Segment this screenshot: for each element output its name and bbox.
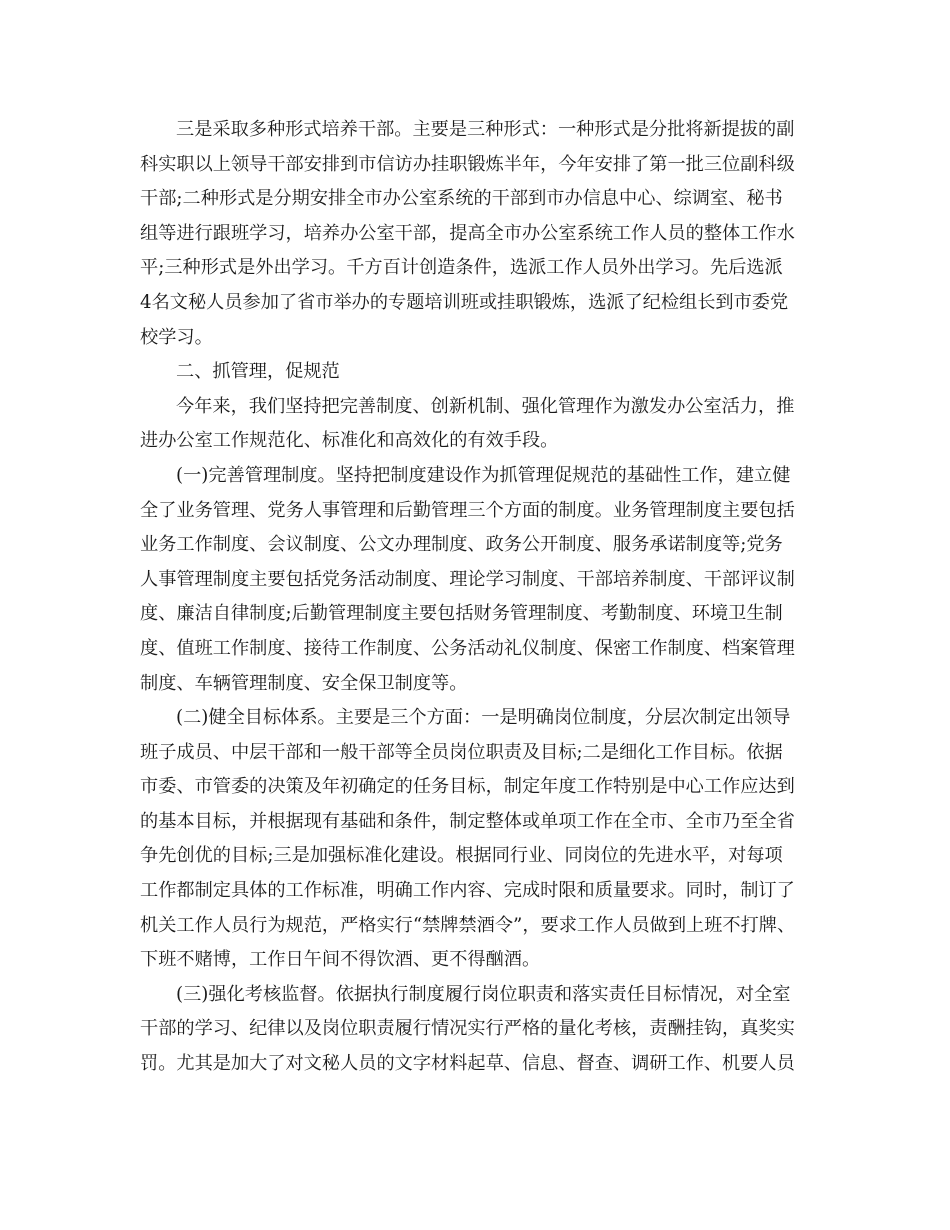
text-line: 干部的学习、纪律以及岗位职责履行情况实行严格的量化考核，责酬挂钩，真奖实 <box>140 1018 795 1040</box>
text-line: (二)健全目标体系。主要是三个方面：一是明确岗位制度，分层次制定出领导 <box>176 707 791 729</box>
text-line: 全了业务管理、党务人事管理和后勤管理三个方面的制度。业务管理制度主要包括 <box>140 499 795 521</box>
text-line: 的基本目标，并根据现有基础和条件，制定整体或单项工作在全市、全市乃至全省 <box>140 810 795 832</box>
text-line: (一)完善管理制度。坚持把制度建设作为抓管理促规范的基础性工作，建立健 <box>176 464 791 486</box>
text-line: 干部;二种形式是分期安排全市办公室系统的干部到市办信息中心、综调室、秘书 <box>140 188 783 210</box>
text-line: 校学习。 <box>140 326 213 348</box>
text-line: 度、值班工作制度、接待工作制度、公务活动礼仪制度、保密工作制度、档案管理 <box>140 637 795 659</box>
text-line: 4名文秘人员参加了省市举办的专题培训班或挂职锻炼，选派了纪检组长到市委党 <box>140 291 789 313</box>
text-line: 机关工作人员行为规范，严格实行“禁牌禁酒令”，要求工作人员做到上班不打牌、 <box>140 914 796 936</box>
text-line: 平;三种形式是外出学习。千方百计创造条件，选派工作人员外出学习。先后选派 <box>140 257 783 279</box>
text-line: 罚。尤其是加大了对文秘人员的文字材料起草、信息、督查、调研工作、机要人员 <box>140 1053 795 1075</box>
document-body <box>140 113 824 1082</box>
text-line: (三)强化考核监督。依据执行制度履行岗位职责和落实责任目标情况，对全室 <box>176 983 791 1005</box>
paragraph-management-system <box>140 459 824 701</box>
text-line: 争先创优的目标;三是加强标准化建设。根据同行业、同岗位的先进水平，对每项 <box>140 845 783 867</box>
text-line: 人事管理制度主要包括党务活动制度、理论学习制度、干部培养制度、干部评议制 <box>140 568 795 590</box>
section-heading-text: 二、抓管理，促规范 <box>176 361 340 383</box>
paragraph-target-system <box>140 701 824 978</box>
text-line: 工作都制定具体的工作标准，明确工作内容、完成时限和质量要求。同时，制订了 <box>140 880 795 902</box>
paragraph-assessment <box>140 978 824 1082</box>
paragraph-intro <box>140 390 824 459</box>
text-line: 制度、车辆管理制度、安全保卫制度等。 <box>140 672 468 694</box>
text-line: 下班不赌博，工作日午间不得饮酒、更不得酗酒。 <box>140 949 541 971</box>
text-line: 三是采取多种形式培养干部。主要是三种形式：一种形式是分批将新提拔的副 <box>176 119 795 140</box>
text-line: 业务工作制度、会议制度、公文办理制度、政务公开制度、服务承诺制度等;党务 <box>140 534 783 556</box>
paragraph-cadre-training <box>140 113 824 355</box>
text-line: 组等进行跟班学习，培养办公室干部，提高全市办公室系统工作人员的整体工作水 <box>140 222 795 244</box>
text-line: 度、廉洁自律制度;后勤管理制度主要包括财务管理制度、考勤制度、环境卫生制 <box>140 603 783 625</box>
text-line: 科实职以上领导干部安排到市信访办挂职锻炼半年，今年安排了第一批三位副科级 <box>140 153 795 175</box>
text-line: 今年来，我们坚持把完善制度、创新机制、强化管理作为激发办公室活力，推 <box>176 395 795 417</box>
section-heading <box>140 355 824 390</box>
text-line: 班子成员、中层干部和一般干部等全员岗位职责及目标;二是细化工作目标。依据 <box>140 741 783 763</box>
text-line: 进办公室工作规范化、标准化和高效化的有效手段。 <box>140 430 559 452</box>
text-line: 市委、市管委的决策及年初确定的任务目标，制定年度工作特别是中心工作应达到 <box>140 776 795 798</box>
